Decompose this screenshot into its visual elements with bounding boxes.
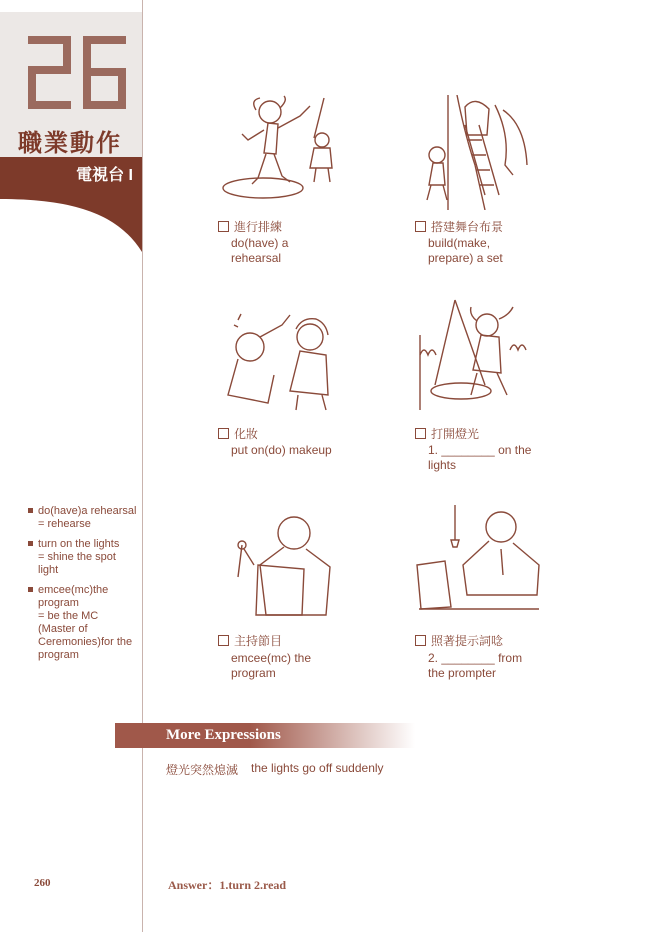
page-number: 260 <box>34 877 51 889</box>
note-3-synonym: = be the MC (Master of Ceremonies)for the program <box>38 610 133 661</box>
chapter-number <box>22 30 132 115</box>
chapter-subtitle: 電視台 I <box>76 167 133 184</box>
chapter-title: 職業動作 <box>18 130 122 157</box>
checkbox-2[interactable] <box>415 221 426 232</box>
bullet-icon <box>28 587 33 592</box>
card-3-english: put on(do) makeup <box>231 443 332 457</box>
more-expression-english: the lights go off suddenly <box>251 761 384 775</box>
more-expression-chinese: 燈光突然熄滅 <box>166 763 239 777</box>
card-5-english: emcee(mc) the program <box>231 651 312 680</box>
card-2-zh-text: 搭建舞台布景 <box>431 220 504 234</box>
card-1-zh-text: 進行排練 <box>234 220 283 234</box>
note-1-synonym: = rehearse <box>38 518 91 530</box>
page-divider-line <box>142 0 143 932</box>
answer-key: Answer：1.turn 2.read <box>168 878 287 892</box>
card-2-english: build(make, prepare) a set <box>428 236 503 265</box>
emcee-illustration <box>222 505 352 620</box>
card-6-zh-text: 照著提示詞唸 <box>431 634 504 648</box>
stage-set-illustration <box>415 95 545 210</box>
checkbox-6[interactable] <box>415 635 426 646</box>
note-3-term: emcee(mc)the program <box>38 584 109 609</box>
card-5-zh-text: 主持節目 <box>234 634 283 648</box>
card-4-zh-text: 打開燈光 <box>431 427 480 441</box>
card-6-chinese <box>415 632 503 649</box>
note-item <box>28 584 138 662</box>
spotlight-illustration <box>415 295 545 410</box>
card-5-chinese <box>218 632 282 649</box>
card-4-english: 1. ________ on the lights <box>428 443 532 472</box>
more-expressions-title: More Expressions <box>166 727 281 743</box>
note-item <box>28 538 138 577</box>
card-2-chinese <box>415 218 503 235</box>
checkbox-5[interactable] <box>218 635 229 646</box>
checkbox-4[interactable] <box>415 428 426 439</box>
note-1-term: do(have)a rehearsal <box>38 505 137 517</box>
checkbox-1[interactable] <box>218 221 229 232</box>
card-4-chinese <box>415 425 479 442</box>
side-notes <box>28 505 138 669</box>
bullet-icon <box>28 508 33 513</box>
note-2-synonym: = shine the spot light <box>38 551 116 576</box>
card-3-zh-text: 化妝 <box>234 427 259 441</box>
bullet-icon <box>28 541 33 546</box>
card-1-chinese <box>218 218 282 235</box>
checkbox-3[interactable] <box>218 428 229 439</box>
note-2-term: turn on the lights <box>38 538 120 550</box>
card-3-chinese <box>218 425 258 442</box>
prompter-illustration <box>415 505 545 620</box>
card-6-english: 2. ________ from the prompter <box>428 651 523 680</box>
makeup-illustration <box>218 295 348 410</box>
card-1-english: do(have) a rehearsal <box>231 236 289 265</box>
rehearsal-illustration <box>218 88 348 203</box>
note-item <box>28 505 138 531</box>
